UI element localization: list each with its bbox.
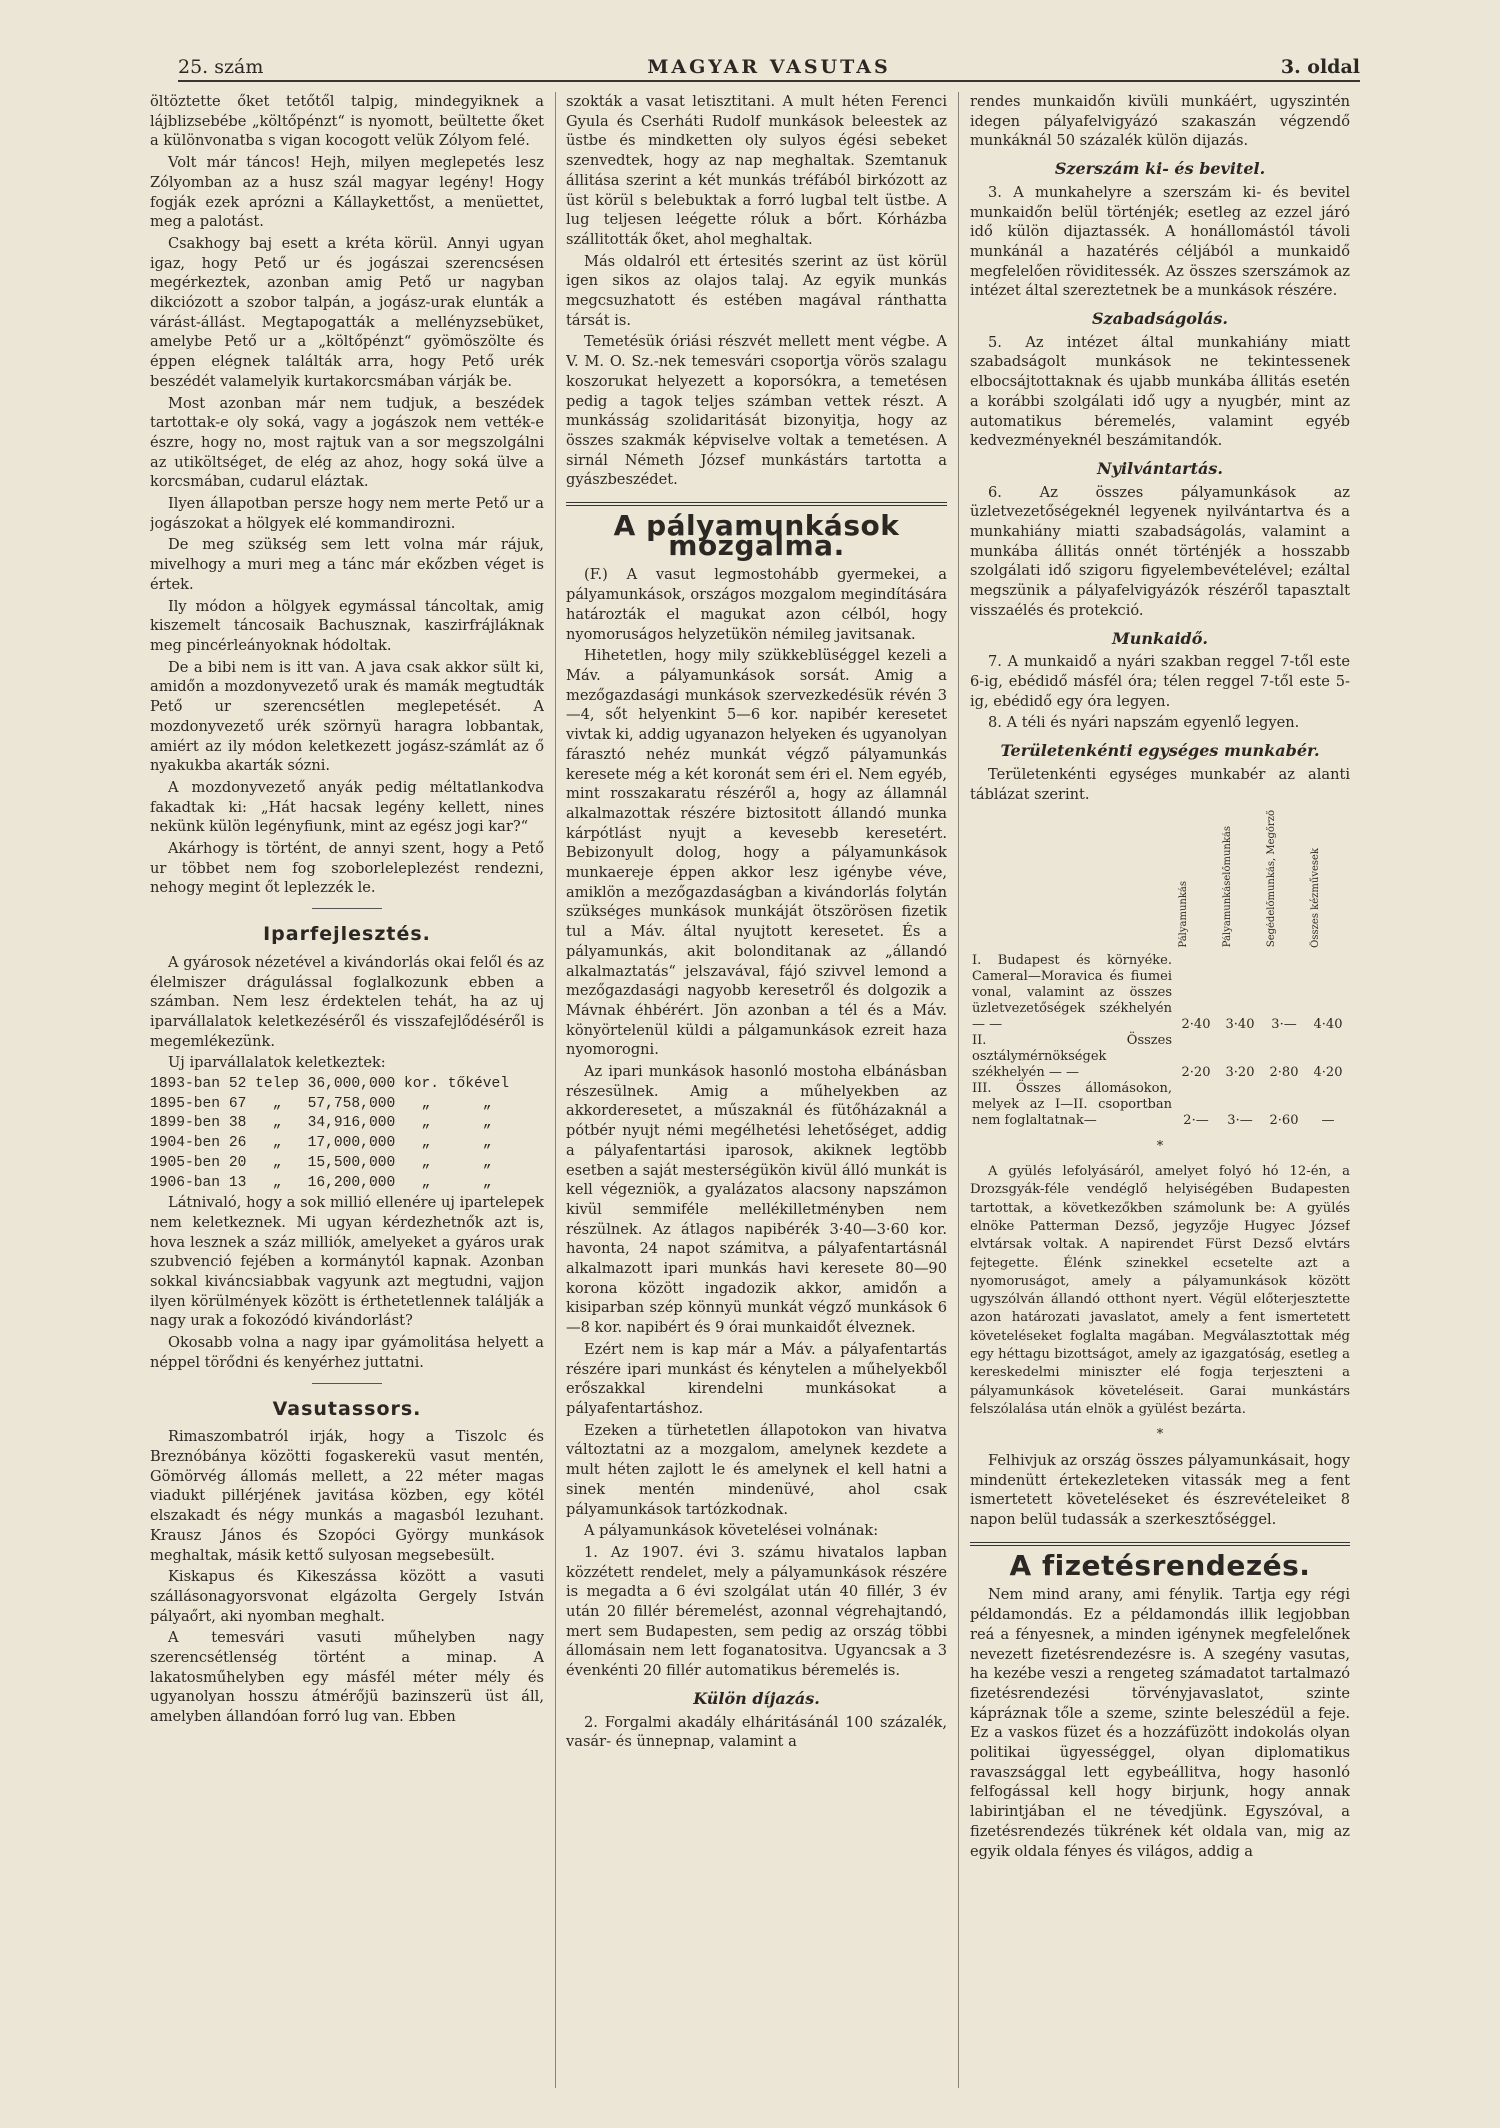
article-paragraph: 2. Forgalmi akadály elháritásánál 100 százalék, vasár- és ünnepnap, valamint a	[566, 1713, 947, 1751]
table-row: 1899-ben 38 „ 34,916,000 „ „	[150, 1115, 492, 1132]
article-paragraph: Csakhogy baj esett a kréta körül. Annyi ugyan igaz, hogy Pető ur és jogászai szerencsésen megérkeztek, azonban amig Pető ur nagyban dikciózott a szobor talpán, a jogász-urak elunták a várást-állást. Megtapogatták a mellényzsebüket, amelybe Pető ur a „költőpénzt“ gyömöszölte és éppen elégnek találták arra, hogy Pető urék beszédét valamelyik kurtakorcsmában várják be.	[150, 234, 544, 390]
article-paragraph: 7. A munkaidő a nyári szakban reggel 7-től este 6-ig, ebédidő másfél óra; télen reggel 7-től este 5-ig, ebédidő egy óra legyen.	[970, 653, 1350, 710]
article-paragraph: A gyülés lefolyásáról, amelyet folyó hó 12-én, a Drozsgyák-féle vendéglő helyiségében Budapesten tartottak, a következőkben számolunk be: A gyülés elnöke Patterman Dezső, jegyzője Hugyec József elvtársak voltak. A napirendet Fürst Dezső elvtárs fejtegette. Élénk szinekkel ecsetelte azt a nyomoruságot, amely a pályamunkások között ugyszólván állandó otthont nyert. Végül előterjesztette azon határozati javaslatot, amely a fent ismertetett követeléseket foglalta magában. Megválasztottak még egy héttagu bizottságot, amely az igazgatóság, esetleg a kereskedelmi miniszter elé fogja terjeszteni a pályamunkások követeléseit. Garai munkástárs felszólalása után elnök a gyülést bezárta.	[970, 1164, 1350, 1417]
table-header: Segédelőmunkás, Megőrző	[1266, 810, 1277, 948]
table-cell: 2·—	[1183, 1113, 1209, 1129]
article-paragraph: (F.) A vasut legmostohább gyermekei, a pályamunkások, országos mozgalom megindítására határozták el magukat azon célból, hogy nyomoruságos helyzetükön némileg javitsanak.	[566, 566, 947, 643]
table-cell: 2·80	[1269, 1065, 1299, 1081]
table-cell: 4·20	[1313, 1065, 1343, 1081]
table-cell: —	[1321, 1113, 1335, 1129]
subheading: Nyilvántartás.	[1097, 458, 1223, 478]
article-paragraph: De meg szükség sem lett volna már rájuk, mivelhogy a muri meg a tánc már ekőzben véget is értek.	[150, 536, 544, 593]
divider	[312, 908, 382, 909]
page-header	[178, 56, 1360, 82]
row-label: II. Összes osztálymérnökségek székhelyén — —	[972, 1033, 1172, 1081]
article-paragraph: Okosabb volna a nagy ipar gyámolitása helyett a néppel törődni és kenyérhez juttatni.	[150, 1334, 544, 1371]
article-paragraph: A temesvári vasuti műhelyben nagy szerencsétlenség történt a minap. A lakatosműhelyben egy másfél méter mély és ugyanolyan hosszu átmérőjü bazinszerü üst áll, amelyben állandóan forró lug van. Ebben	[150, 1629, 544, 1726]
article-paragraph: A pályamunkások követelései volnának:	[584, 1522, 879, 1540]
article-paragraph: Nem mind arany, ami fénylik. Tartja egy régi példamondás. Ez a példamondás illik legjobban reá a fényesnek, a minden igénynek megfelelőnek nevezett fizetésrendezésre is. A szegény vasutas, ha kezébe veszi a rengeteg számadatot tartalmazó fizetésrendezési törvényjavaslatot, szinte kápráznak tőle a szeme, szinte beleszédül a feje. Ez a vaskos füzet és a hozzáfüzött indokolás olyan politikai ügyességgel, olyan diplomatikus ravaszsággal lett egybeállitva, hogy hasonló felfogással kell hogy birjunk, hogy annak labirintjában el ne tévedjünk. Egyszóval, a fizetésrendezés tükrének két oldala van, mig az egyik oldala fényes és világos, addig a	[970, 1586, 1350, 1860]
row-label: III. Összes állomásokon, melyek az I—II. csoportban nem foglaltatnak—	[972, 1081, 1172, 1129]
double-rule	[970, 1542, 1350, 1546]
issue-number: 25. szám	[178, 56, 264, 78]
article-paragraph: 8. A téli és nyári napszám egyenlő legyen.	[988, 714, 1300, 732]
table-header: Összes kézművesek	[1310, 847, 1321, 948]
table-cell: 2·40	[1181, 1017, 1211, 1033]
page-number: 3. oldal	[1280, 56, 1360, 78]
article-paragraph: A mozdonyvezető anyák pedig méltatlankodva fakadtak ki: „Hát hacsak legény kellett, nines nekünk külön legényfiunk, mint az egész jogi kar?“	[150, 778, 544, 836]
table-row: 1906-ban 13 „ 16,200,000 „ „	[150, 1174, 492, 1191]
article-paragraph: rendes munkaidőn kivüli munkáért, ugyszintén idegen pályafelvigyázó szakaszán végzendő munkáknál 50 százalék külön dijazás.	[970, 93, 1350, 150]
article-paragraph: A gyárosok nézetével a kivándorlás okai felől és az élelmiszer drágulással foglalkozunk ebben a számban. Nem lesz érdektelen tehát, ha az uj iparvállalatok keletkezéséről és visszafejlődéséről is megemlékezünk.	[150, 953, 544, 1050]
table-cell: 3·—	[1271, 1017, 1297, 1033]
article-paragraph: Volt már táncos! Hejh, milyen meglepetés lesz Zólyomban az a husz szál magyar legény! Hogy fogják ezek aprózni a Kállaykettőst, a menüettet, meg a palotást.	[150, 154, 544, 231]
subheading: Szabadságolás.	[1091, 309, 1228, 329]
article-paragraph: De a bibi nem is itt van. A java csak akkor sült ki, amidőn a mozdonyvezető urak és mamák megtudták Pető ur szerencsétlen meglepetését. A mozdonyvezető urék szörnyü haragra lobbantak, amiért az ily módon keletkezett jogász-számlát az ő nyakukba akarták sózni.	[150, 658, 544, 775]
section-heading: Vasutassors.	[272, 1397, 422, 1420]
table-row: 1904-ben 26 „ 17,000,000 „ „	[150, 1135, 492, 1152]
separator-star: *	[1156, 1139, 1164, 1155]
article-paragraph: 5. Az intézet által munkahiány miatt szabadságolt munkások ne tekintessenek elbocsájtottaknak és ujabb munkába állitás esetén a korábbi szolgálati idő ugy a nyugbér, mint az automatikus béremelés, valamint egyéb kedvezményeknél beszámitandók.	[970, 333, 1350, 450]
article-paragraph: Ezeken a türhetetlen állapotokon van hivatva változtatni az a mozgalom, amelynek kezdete a mult héten zajlott le és amelynek el kell hatni a sinek mentén mindenüvé, ahol csak pályamunkások tartózkodnak.	[566, 1421, 947, 1518]
column-divider	[555, 92, 556, 2088]
article-paragraph: 6. Az összes pályamunkások az üzletvezetőségeknél legyenek nyilvántartva és a munkahiány miatti szabadságolás, valamint a munkába állitás onnét történjék a hosszabb szolgálati idő szigoru figyelembevételével; ezáltal megszünik a pályafelvigyázók részéről tapasztalt visszaélés és protekció.	[970, 483, 1350, 619]
table-corner	[970, 810, 1174, 953]
table-cell: 2·60	[1269, 1113, 1299, 1129]
article-paragraph: Látnivaló, hogy a sok millió ellenére uj ipartelepek nem keletkeznek. Mi ugyan kérdezhetnők azt is, hova lesznek a száz milliók, amelyeket a gyáros urak szubvenció fejében a kormánytól kapnak. Azonban sokkal kiváncsiabbak vagyunk azt megtudni, vajjon ilyen körülmények között is érthetetlennek találják a nagy urak a fokozódó kivándorlást?	[150, 1194, 544, 1330]
article-paragraph: Rimaszombatról irják, hogy a Tiszolc és Breznóbánya közötti fogaskerekü vasut mentén, Gömörvég állomás mellett, a 22 méter magas viadukt pillérjének javitása közben, egy kötél elszakadt és négy munkás a magasból lezuhant. Krausz János és Szopóci György munkások meghaltak, másik kettő sulyosan megsebesült.	[150, 1428, 544, 1564]
article-paragraph: szokták a vasat letisztitani. A mult héten Ferenci Gyula és Cserháti Rudolf munkások beleestek az üstbe és mindketten oly sulyos égési sebeket szenvedtek, hogy az nap meghaltak. Szemtanuk állitása szerint a két munkás tréfából birkózott az üst körül s belebuktak a forró lugbal telt üstbe. A lug teljesen leégette róluk a bőrt. Kórházba szállitották őket, ahol meghaltak.	[566, 93, 947, 248]
table-row: 1895-ben 67 „ 57,758,000 „ „	[150, 1095, 492, 1112]
subheading: Területenkénti egységes munkabér.	[1000, 741, 1320, 761]
subheading: Külön díjazás.	[693, 1688, 820, 1708]
row-label: I. Budapest és környéke. Cameral—Moravica és fiumei vonal, valamint az összes üzletvezetőségek székhelyén — —	[972, 953, 1172, 1033]
table-row	[970, 953, 1350, 1033]
enterprise-table	[150, 1075, 544, 1193]
table-cell: 3·40	[1225, 1017, 1255, 1033]
article-paragraph: Ezért nem is kap már a Máv. a pályafentartás részére ipari munkást és kénytelen a műhelyekből erőszakkal kirendelni munkásokat a pályafentartáshoz.	[566, 1340, 947, 1417]
table-row	[970, 1033, 1350, 1081]
article-paragraph: Kiskapus és Kikeszássa között a vasuti szállásonagyorsvonat elgázolta Gergely István pályaőrt, aki nyomban meghalt.	[150, 1568, 544, 1625]
column-divider	[958, 92, 959, 2088]
subheading: Munkaidő.	[1112, 628, 1208, 648]
newspaper-title: MAGYAR VASUTAS	[647, 56, 891, 78]
column-2	[566, 92, 947, 2088]
article-headline: A fizetésrendezés.	[1009, 1548, 1311, 1582]
table-header: Pályamunkás	[1178, 880, 1189, 948]
table-row	[970, 1081, 1350, 1129]
article-paragraph: Hihetetlen, hogy mily szükkeblüséggel kezeli a Máv. a pályamunkások sorsát. Amig a mezőgazdasági munkások szervezkedésük révén 3—4, sőt helyenkint 5—6 kor. napibér keresetet vivtak ki, addig ugyanazon helyeken és ugyanolyan fárasztó nehéz munkát végző pályamunkás keresete még a két koronát sem éri el. Nem egyéb, mint rosszakaratu részéről a, hogy az államnál alkalmazottak részére biztositott állandó munka kárpótlást nyujt a kevesebb keresetért. Bebizonyult dolog, hogy a pályamunkások munkaereje éppen akkor lesz igénybe véve, amiklön a mezőgazdaságban a kivándorlás folytán szükséges munkások munkáját ötszörösen fizetik tul a Máv. által nyujtott keresetet. És a pályamunkás, akit bolonditanak az „állandó alkalmaztatás“ jelszavával, fájó szivvel lemond a mezőgazdasági nagyobb keresetről és dolgozik a Mávnak éhbérért. Jön azonban a tél és a Máv. könyörtelenül küldi a pálgamunkások ezreit haza nyomorogni.	[566, 647, 947, 1059]
article-paragraph: Ily módon a hölgyek egymással táncoltak, amig kiszemelt táncosaik Bachusznak, kaszirfrájláknak meg pincérleányoknak hódoltak.	[150, 597, 544, 654]
article-paragraph: 1. Az 1907. évi 3. számu hivatalos lapban közzétett rendelet, mely a pályamunkások részére is megadta a 6 évi szolgálat után 40 fillér, 3 év után 20 fillér béremelést, azonnal végrehajtandó, mert sem Budapesten, sem pedig az ország többi állomásain nem lett foganatositva. Ugyancsak a 3 évenkénti 20 fillér automatikus béremelés is.	[566, 1543, 947, 1680]
table-row: 1905-ben 20 „ 15,500,000 „ „	[150, 1154, 492, 1171]
section-heading: Iparfejlesztés.	[263, 923, 431, 946]
table-cell: 3·—	[1227, 1113, 1253, 1129]
article-paragraph: Temetésük óriási részvét mellett ment végbe. A V. M. O. Sz.-nek temesvári csoportja vörös szalagu koszorukat helyezett a koporsókra, a temetésen pedig a tagok teljes számban vettek részt. A munkásság szolidaritását bizonyitja, hogy az összes szakmák képviselve voltak a temetésen. A sirnál Németh József munkástárs tartotta a gyászbeszédet.	[566, 333, 947, 489]
divider	[312, 1383, 382, 1384]
table-header: Pályamunkáselőmunkás	[1222, 826, 1233, 948]
double-rule	[566, 502, 947, 506]
article-paragraph: Az ipari munkások hasonló mostoha elbánásban részesülnek. Amig a műhelyekben az akkorderesetet, a műszaknál és fütőházaknál a pótbér nyujt némi megélhetési lehetőséget, addig a pályafentartási iparosok, akiknek legtöbb esetben a saját mesterségükön kivül álló munkát is kell végezniök, a gyalázatos alacsony napszámon kivül semmiféle mellékilletményben nem részülnek. Az átlagos napibérék 3·40—3·60 kor. havonta, 24 napot számitva, a pályafentartásnál alkalmazott ipari munkás havi keresete 80—90 korona között ingadozik akkor, amidőn a kisiparban szép könnyü munkát végző munkások 6—8 kor. napibért és 9 órai munkaidőt élveznek.	[566, 1063, 947, 1337]
article-paragraph: Ilyen állapotban persze hogy nem merte Pető ur a jogászokat a hölgyek elé kommandirozni.	[150, 495, 544, 532]
table-cell: 4·40	[1313, 1017, 1343, 1033]
table-row: 1893-ban 52 telep 36,000,000 kor. tőkével	[150, 1076, 510, 1093]
column-3	[970, 92, 1350, 2088]
column-1	[150, 92, 544, 2088]
article-paragraph: 3. A munkahelyre a szerszám ki- és bevitel munkaidőn belül történjék; esetleg az ezzel járó idő külön dijaztassék. A honállomástól távoli munkánál a hazatérés céljából a munkaidő megfelelően röviditessék. Az összes szerszámok az intézet által szereztetnek be a munkások részére.	[970, 183, 1350, 300]
table-cell: 2·20	[1181, 1065, 1211, 1081]
article-paragraph: Felhivjuk az ország összes pályamunkásait, hogy mindenütt értekezleteken vitassák meg a fent ismertetett követeléseket és észrevételeiket 8 napon belül tudassák a szerkesztőséggel.	[970, 1451, 1350, 1529]
article-paragraph: Most azonban már nem tudjuk, a beszédek tartottak-e oly soká, vagy a jogászok nem vették-e észre, hogy no, most rajtuk van a sor megszolgálni az utiköltséget, de elég az ahoz, hogy soká ülve a korcsmában, cudarul eláztak.	[150, 394, 544, 491]
wage-table	[970, 810, 1350, 1129]
table-cell: 3·20	[1225, 1065, 1255, 1081]
article-paragraph: Területenkénti egységes munkabér az alanti táblázat szerint.	[970, 765, 1350, 803]
article-paragraph: Akárhogy is történt, de annyi szent, hogy a Pető ur többet nem fog szoborleleplezést rendezni, nehogy megint őt leplezzék le.	[150, 840, 544, 897]
article-headline: A pályamunkások mozgalma.	[613, 509, 900, 562]
separator-star: *	[1156, 1427, 1164, 1443]
article-paragraph: öltöztette őket tetőtől talpig, mindegyiknek a lájblizsebébe „költőpénzt“ is nyomott, beültette őket a különvonatba s vigan kocogott velük Zólyom felé.	[150, 93, 544, 150]
table-title: Uj iparvállalatok keletkeztek:	[168, 1054, 386, 1072]
article-paragraph: Más oldalról ett értesités szerint az üst körül igen sikos az olajos talaj. Az egyik munkás megcsuzhatott és estében magával ránthatta társát is.	[566, 252, 947, 329]
subheading: Szerszám ki- és bevitel.	[1054, 159, 1266, 179]
